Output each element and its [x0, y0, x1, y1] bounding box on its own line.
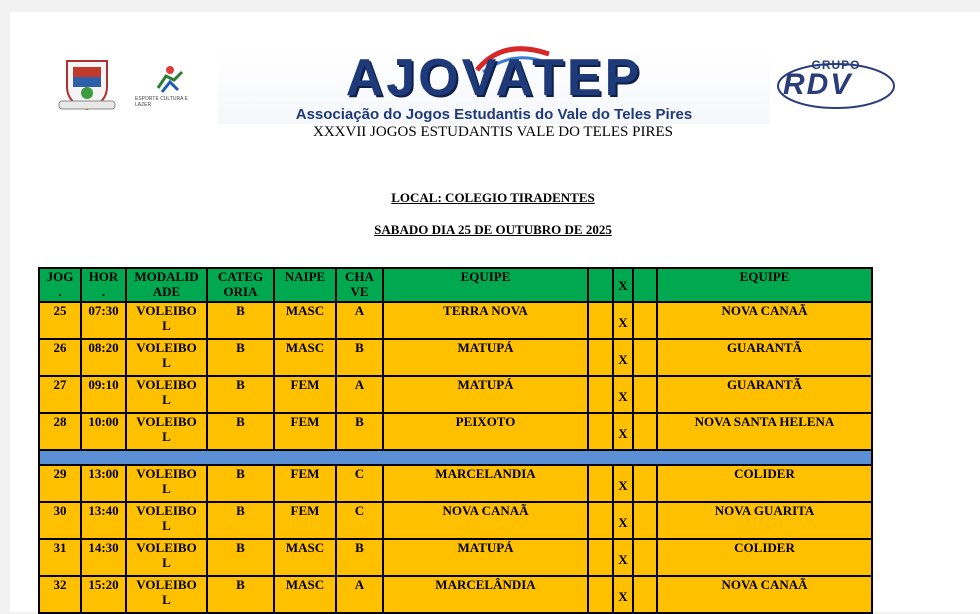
grupo-rdv-logo [775, 56, 897, 112]
spacer-cell [588, 339, 613, 376]
municipal-crest-logo [52, 52, 122, 114]
cell-naipe: FEM [274, 376, 336, 413]
banner-title: AJOVATEP [345, 49, 643, 107]
header-x: X [613, 268, 633, 302]
cell-hor: 09:10 [81, 376, 126, 413]
cell-equipe1: MARCELÂNDIA [383, 576, 588, 613]
separator-cell [39, 450, 872, 465]
cell-chave: A [336, 302, 383, 339]
cell-equipe2: NOVA SANTA HELENA [657, 413, 872, 450]
cell-categoria: B [207, 502, 274, 539]
cell-hor: 15:20 [81, 576, 126, 613]
session-separator-row [39, 450, 872, 465]
sports-secretary-logo [135, 62, 205, 110]
cell-jog: 28 [39, 413, 81, 450]
cell-equipe1: MATUPÁ [383, 376, 588, 413]
table-row [39, 376, 872, 413]
cell-categoria: B [207, 465, 274, 502]
table-row [39, 413, 872, 450]
cell-categoria: B [207, 413, 274, 450]
header-modalidade: MODALID ADE [126, 268, 207, 302]
cell-hor: 14:30 [81, 539, 126, 576]
cell-x: X [613, 465, 633, 502]
cell-hor: 13:00 [81, 465, 126, 502]
table-row [39, 576, 872, 613]
cell-naipe: MASC [274, 302, 336, 339]
document-page [10, 12, 980, 612]
cell-modalidade: VOLEIBO L [126, 539, 207, 576]
cell-jog: 26 [39, 339, 81, 376]
table-row [39, 339, 872, 376]
cell-naipe: MASC [274, 539, 336, 576]
header-hor: HOR . [81, 268, 126, 302]
cell-jog: 27 [39, 376, 81, 413]
grupo-label: GRUPO [811, 58, 861, 72]
cell-chave: B [336, 413, 383, 450]
cell-equipe1: MATUPÁ [383, 339, 588, 376]
schedule-table [38, 267, 873, 614]
spacer-cell [588, 376, 613, 413]
rdv-label: RDV [783, 68, 853, 101]
cell-modalidade: VOLEIBO L [126, 465, 207, 502]
cell-equipe2: GUARANTÃ [657, 339, 872, 376]
table-header-row [39, 268, 872, 302]
spacer-cell [633, 339, 657, 376]
cell-equipe1: MARCELANDIA [383, 465, 588, 502]
spacer-cell [633, 376, 657, 413]
header-equipe-home: EQUIPE [383, 268, 588, 302]
cell-hor: 08:20 [81, 339, 126, 376]
cell-x: X [613, 502, 633, 539]
cell-equipe1: MATUPÁ [383, 539, 588, 576]
cell-x: X [613, 413, 633, 450]
cell-x: X [613, 539, 633, 576]
cell-jog: 29 [39, 465, 81, 502]
spacer-cell [633, 539, 657, 576]
spacer-cell [633, 302, 657, 339]
spacer-cell [588, 413, 613, 450]
cell-chave: A [336, 576, 383, 613]
cell-hor: 10:00 [81, 413, 126, 450]
cell-x: X [613, 339, 633, 376]
event-title: XXXVII JOGOS ESTUDANTIS VALE DO TELES PIRES [312, 124, 673, 140]
cell-jog: 31 [39, 539, 81, 576]
cell-jog: 32 [39, 576, 81, 613]
spacer-cell [588, 539, 613, 576]
cell-hor: 07:30 [81, 302, 126, 339]
schedule-body [39, 302, 872, 613]
sports-secretary-caption: ESPORTE CULTURA E LAZER [135, 96, 188, 108]
header-categoria: CATEG ORIA [207, 268, 274, 302]
cell-modalidade: VOLEIBO L [126, 339, 207, 376]
cell-equipe2: NOVA CANAÃ [657, 302, 872, 339]
cell-hor: 13:40 [81, 502, 126, 539]
date-heading: SABADO DIA 25 DE OUTUBRO DE 2025 [374, 222, 612, 237]
cell-chave: A [336, 376, 383, 413]
header-equipe-away: EQUIPE [657, 268, 872, 302]
cell-equipe2: NOVA CANAÃ [657, 576, 872, 613]
cell-jog: 25 [39, 302, 81, 339]
cell-chave: C [336, 465, 383, 502]
cell-equipe2: NOVA GUARITA [657, 502, 872, 539]
cell-modalidade: VOLEIBO L [126, 376, 207, 413]
table-row [39, 465, 872, 502]
cell-categoria: B [207, 576, 274, 613]
table-row [39, 539, 872, 576]
cell-categoria: B [207, 376, 274, 413]
cell-equipe2: COLIDER [657, 539, 872, 576]
spacer-cell [633, 576, 657, 613]
cell-chave: B [336, 339, 383, 376]
spacer-cell [588, 576, 613, 613]
cell-equipe1: TERRA NOVA [383, 302, 588, 339]
header-naipe: NAIPE [274, 268, 336, 302]
spacer-cell [633, 502, 657, 539]
cell-x: X [613, 376, 633, 413]
header-spacer-left [588, 268, 613, 302]
header-spacer-right [633, 268, 657, 302]
cell-equipe1: NOVA CANAÃ [383, 502, 588, 539]
header-jog: JOG . [39, 268, 81, 302]
spacer-cell [633, 413, 657, 450]
table-row [39, 502, 872, 539]
spacer-cell [633, 465, 657, 502]
cell-naipe: MASC [274, 576, 336, 613]
cell-x: X [613, 576, 633, 613]
banner-subtitle: Associação do Jogos Estudantis do Vale do Teles Pires [295, 106, 693, 123]
cell-equipe1: PEIXOTO [383, 413, 588, 450]
cell-modalidade: VOLEIBO L [126, 502, 207, 539]
cell-chave: B [336, 539, 383, 576]
cell-modalidade: VOLEIBO L [126, 413, 207, 450]
table-row [39, 302, 872, 339]
cell-jog: 30 [39, 502, 81, 539]
spacer-cell [588, 302, 613, 339]
cell-modalidade: VOLEIBO L [126, 576, 207, 613]
spacer-cell [588, 465, 613, 502]
cell-categoria: B [207, 302, 274, 339]
spacer-cell [588, 502, 613, 539]
ajovatep-banner [218, 50, 770, 124]
cell-equipe2: COLIDER [657, 465, 872, 502]
cell-x: X [613, 302, 633, 339]
cell-categoria: B [207, 339, 274, 376]
cell-modalidade: VOLEIBO L [126, 302, 207, 339]
cell-categoria: B [207, 539, 274, 576]
cell-naipe: FEM [274, 502, 336, 539]
cell-naipe: MASC [274, 339, 336, 376]
cell-equipe2: GUARANTÃ [657, 376, 872, 413]
cell-naipe: FEM [274, 413, 336, 450]
header-chave: CHA VE [336, 268, 383, 302]
venue-heading: LOCAL: COLEGIO TIRADENTES [391, 190, 595, 205]
cell-naipe: FEM [274, 465, 336, 502]
cell-chave: C [336, 502, 383, 539]
